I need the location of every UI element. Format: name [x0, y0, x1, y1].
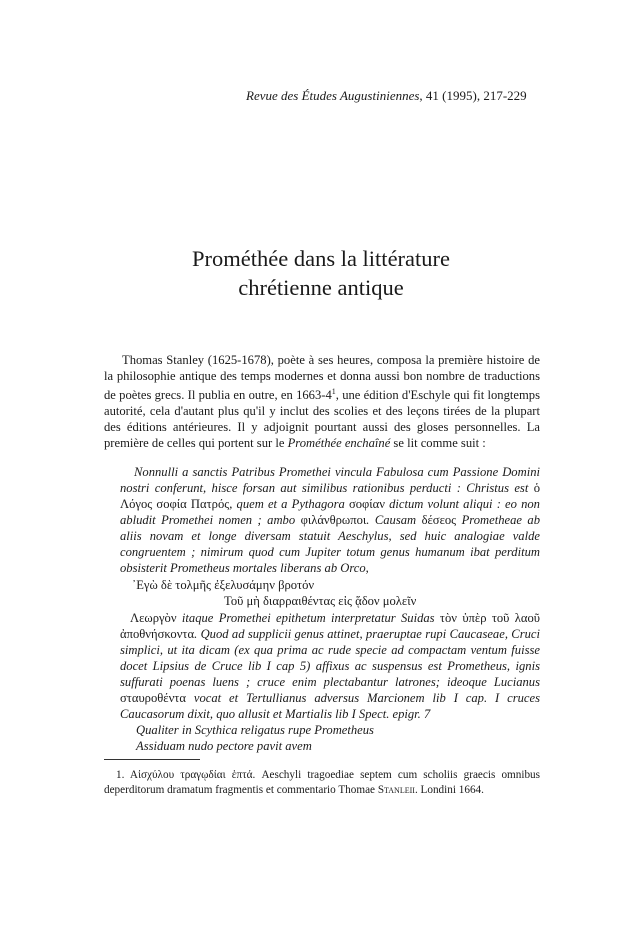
stanley-quote — [120, 464, 540, 576]
intro-text-3: se lit comme suit : — [390, 436, 486, 451]
quote-text: itaque Promethei epithetum interpretatur Suidas — [176, 611, 440, 625]
footnote-divider — [104, 759, 200, 760]
quote-text: Prometheae ab aliis novam et longe diversam statuit Aeschylus, sed huic analogiae valde congruentem ; nimirum quod cum Jupiter totum genus humanum ibat perditum obsisterit Prometheus mortales liberans ab Orco, — [120, 513, 540, 575]
title-line-2: chrétienne antique — [238, 275, 404, 300]
footnote-text — [104, 768, 540, 798]
author-name: Stanleii — [377, 784, 415, 796]
quote-text: vocat et Tertullianus adversus Marcionem lib I cap. I cruces Caucasorum dixit, quo allusit et Martialis lib I Spect. epigr. 7 — [120, 691, 540, 721]
footnote-body-end: . Londini 1664. — [414, 784, 484, 796]
footnote — [104, 768, 540, 798]
greek-text: σταυροθέντα — [120, 691, 186, 705]
footnote-body: . Aeschyli tragoediae septem cum scholiis graecis omnibus deperditorum dramatum fragmentis et commentario Thomae — [104, 769, 540, 796]
running-head — [246, 88, 546, 104]
journal-issue: , 41 (1995), 217-229 — [419, 88, 527, 103]
greek-text: τὸν ὑπὲρ τοῦ λαοῦ ἀποθνήσκοντα — [120, 611, 540, 641]
journal-name: Revue des Études Augustiniennes — [246, 88, 420, 103]
article-title — [0, 244, 642, 302]
stanley-quote-continued — [120, 610, 540, 722]
intro-text-1: Thomas Stanley (1625-1678), poète à ses heures, composa la première histoire de la philosophie antique des temps modernes et donna aussi bon nombre de traductions de poètes grecs. Il publia en outre, en 1663-4 — [104, 353, 540, 403]
quote-paragraph-1 — [120, 464, 540, 576]
work-title: Prométhée enchaîné — [287, 436, 391, 451]
quote-paragraph-2 — [120, 610, 540, 722]
intro-text — [104, 352, 540, 451]
quote-text: . Quod ad supplicii genus attinet, praeruptae rupi Caucaseae, Cruci simplici, ut ita dicam (ex qua prima ac rude specie ad compactam ventum fuisse docet Lipsius de Cruce lib I cap 5) affixus ac suspensus est Prometheus, ignis suffurati poenas luens ; cruce enim plectabantur latrones; ideoque Lucianus — [120, 627, 540, 689]
greek-verse-line-2: Τοῦ μὴ διαρραιθέντας εἰς ᾅδον μολεῖν — [224, 594, 417, 608]
intro-text-2: , une édition d'Eschyle qui fit longtemps autorité, cela d'autant plus qu'il y inclut des scolies et des leçons tirées de la plupart des éditions antérieures. Il y adjoignit pourtant aussi des gloses personnelles. La première de celles qui portent sur le — [104, 388, 540, 451]
footnote-number: 1. — [116, 769, 125, 781]
quote-text: Nonnulli a sanctis Patribus Promethei vincula Fabulosa cum Passione Domini nostri conferunt, hisce forsan aut similibus rationibus perducti : Christus est — [120, 465, 540, 495]
quote-text: dictum volunt aliqui : eo non abludit Promethei nomen ; ambo — [120, 497, 540, 527]
quote-text: . Causam — [366, 513, 422, 527]
footnote-ref[interactable]: 1 — [331, 387, 336, 396]
quote-text: , quem et a Pythagora — [229, 497, 349, 511]
greek-text: Αἰσχύλου τραγῳδίαι ἑπτά — [129, 769, 253, 781]
greek-text: Λεωργὸν — [130, 611, 177, 625]
greek-text: σοφίαν — [348, 497, 385, 511]
greek-verse-line-1: ᾿Εγὼ δὲ τολμῆς ἐξελυσάμην βροτόν — [132, 578, 315, 592]
title-line-1: Prométhée dans la littérature — [191, 246, 451, 271]
martial-verse-line-2: Assiduam nudo pectore pavit avem — [136, 739, 312, 753]
greek-text: ὁ Λόγος σοφία Πατρός — [120, 481, 540, 511]
greek-text: δέσεος — [421, 513, 457, 527]
martial-verse-line-1: Qualiter in Scythica religatus rupe Prometheus — [136, 723, 374, 737]
intro-paragraph — [104, 352, 540, 451]
greek-text: φιλάνθρωποι — [300, 513, 367, 527]
